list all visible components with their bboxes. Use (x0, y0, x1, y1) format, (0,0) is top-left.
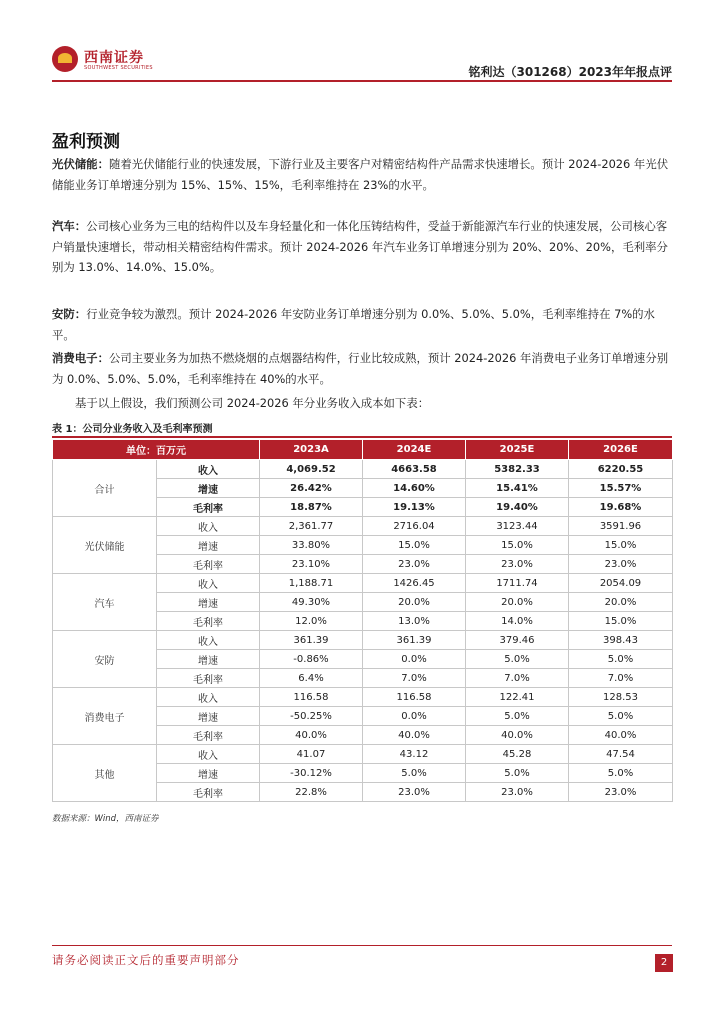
year-header: 2024E (363, 440, 466, 460)
value-cell: 6.4% (260, 669, 363, 688)
logo-chinese-name: 西南证券 (84, 50, 144, 66)
value-cell: 40.0% (466, 726, 569, 745)
paragraph-body: 公司主要业务为加热不燃烧烟的点烟器结构件，行业比较成熟，预计 2024-2026 年消费电子业务订单增速分别为 0.0%、5.0%、5.0%，毛利率维持在 40%的水平。 (52, 351, 669, 386)
segment-name-cell: 其他 (53, 745, 157, 802)
metric-label-cell: 收入 (157, 631, 260, 650)
value-cell: 15.0% (569, 536, 673, 555)
value-cell: 23.0% (569, 783, 673, 802)
metric-label-cell: 增速 (157, 479, 260, 498)
value-cell: 23.0% (466, 783, 569, 802)
value-cell: 19.68% (569, 498, 673, 517)
value-cell: 5.0% (466, 764, 569, 783)
report-title: 铭利达（301268）2023年年报点评 (468, 65, 672, 79)
metric-label-cell: 毛利率 (157, 783, 260, 802)
metric-label-cell: 收入 (157, 745, 260, 764)
value-cell: 2054.09 (569, 574, 673, 593)
value-cell: 20.0% (569, 593, 673, 612)
table-row (53, 631, 673, 650)
paragraph-lead: 消费电子： (52, 351, 109, 365)
value-cell: 116.58 (260, 688, 363, 707)
value-cell: 45.28 (466, 745, 569, 764)
table-header-row (53, 440, 673, 460)
value-cell: 5.0% (569, 707, 673, 726)
table-caption: 表 1：公司分业务收入及毛利率预测 (52, 424, 213, 435)
value-cell: 20.0% (466, 593, 569, 612)
paragraph-body: 随着光伏储能行业的快速发展，下游行业及主要客户对精密结构件产品需求快速增长。预计 2024-2026 年光伏储能业务订单增速分别为 15%、15%、15%，毛利率维持在 23%的水平。 (52, 157, 669, 192)
value-cell: -30.12% (260, 764, 363, 783)
value-cell: 40.0% (363, 726, 466, 745)
value-cell: 5.0% (466, 650, 569, 669)
company-logo (52, 46, 152, 76)
value-cell: 40.0% (569, 726, 673, 745)
value-cell: 40.0% (260, 726, 363, 745)
value-cell: 23.10% (260, 555, 363, 574)
value-cell: 5.0% (363, 764, 466, 783)
value-cell: 18.87% (260, 498, 363, 517)
table-row (53, 460, 673, 479)
value-cell: 7.0% (466, 669, 569, 688)
segment-name-cell: 合计 (53, 460, 157, 517)
metric-label-cell: 增速 (157, 707, 260, 726)
footer-divider (52, 945, 672, 946)
metric-label-cell: 收入 (157, 517, 260, 536)
value-cell: 361.39 (260, 631, 363, 650)
unit-header: 单位：百万元 (53, 440, 260, 460)
paragraph-body: 行业竞争较为激烈。预计 2024-2026 年安防业务订单增速分别为 0.0%、5.0%、5.0%，毛利率维持在 7%的水平。 (52, 307, 655, 342)
value-cell: 15.0% (363, 536, 466, 555)
paragraph-security (52, 304, 670, 345)
metric-label-cell: 增速 (157, 536, 260, 555)
value-cell: 7.0% (569, 669, 673, 688)
value-cell: 4,069.52 (260, 460, 363, 479)
value-cell: 14.0% (466, 612, 569, 631)
value-cell: 1711.74 (466, 574, 569, 593)
value-cell: 5.0% (569, 764, 673, 783)
value-cell: 14.60% (363, 479, 466, 498)
value-cell: 1426.45 (363, 574, 466, 593)
year-header: 2026E (569, 440, 673, 460)
value-cell: 0.0% (363, 650, 466, 669)
table-row (53, 688, 673, 707)
value-cell: 23.0% (466, 555, 569, 574)
value-cell: 13.0% (363, 612, 466, 631)
value-cell: 15.0% (466, 536, 569, 555)
value-cell: 361.39 (363, 631, 466, 650)
segment-name-cell: 光伏储能 (53, 517, 157, 574)
segment-name-cell: 汽车 (53, 574, 157, 631)
paragraph-lead: 安防： (52, 307, 87, 321)
value-cell: 0.0% (363, 707, 466, 726)
value-cell: 128.53 (569, 688, 673, 707)
table-row (53, 517, 673, 536)
value-cell: 5.0% (569, 650, 673, 669)
paragraph-consumer-electronics (52, 348, 670, 389)
value-cell: 122.41 (466, 688, 569, 707)
paragraph-body: 基于以上假设，我们预测公司 2024-2026 年分业务收入成本如下表： (75, 396, 430, 410)
value-cell: 5382.33 (466, 460, 569, 479)
value-cell: 43.12 (363, 745, 466, 764)
segment-name-cell: 安防 (53, 631, 157, 688)
header-divider (52, 80, 672, 82)
metric-label-cell: 毛利率 (157, 612, 260, 631)
value-cell: 23.0% (569, 555, 673, 574)
revenue-margin-forecast-table (52, 439, 673, 802)
metric-label-cell: 收入 (157, 574, 260, 593)
page-number: 2 (655, 954, 673, 972)
value-cell: 41.07 (260, 745, 363, 764)
value-cell: 33.80% (260, 536, 363, 555)
value-cell: 7.0% (363, 669, 466, 688)
paragraph-lead: 光伏储能： (52, 157, 109, 171)
metric-label-cell: 收入 (157, 688, 260, 707)
metric-label-cell: 毛利率 (157, 498, 260, 517)
metric-label-cell: 增速 (157, 593, 260, 612)
paragraph-lead: 汽车： (52, 219, 87, 233)
value-cell: 379.46 (466, 631, 569, 650)
value-cell: 6220.55 (569, 460, 673, 479)
value-cell: 20.0% (363, 593, 466, 612)
value-cell: 26.42% (260, 479, 363, 498)
value-cell: -0.86% (260, 650, 363, 669)
logo-sun-icon (52, 46, 78, 72)
year-header: 2023A (260, 440, 363, 460)
paragraph-solar-storage (52, 154, 670, 195)
value-cell: 49.30% (260, 593, 363, 612)
paragraph-auto (52, 216, 670, 278)
value-cell: 2,361.77 (260, 517, 363, 536)
table-row (53, 574, 673, 593)
value-cell: 3123.44 (466, 517, 569, 536)
table-top-rule (52, 436, 672, 438)
page-header (0, 0, 724, 86)
metric-label-cell: 毛利率 (157, 669, 260, 688)
value-cell: 12.0% (260, 612, 363, 631)
value-cell: 19.13% (363, 498, 466, 517)
value-cell: 47.54 (569, 745, 673, 764)
value-cell: 22.8% (260, 783, 363, 802)
paragraph-body: 公司核心业务为三电的结构件以及车身轻量化和一体化压铸结构件，受益于新能源汽车行业的快速发展，公司核心客户销量快速增长，带动相关精密结构件需求。预计 2024-2026 年汽车业务订单增速分别为 20%、20%、20%，毛利率分别为 13.0%、14.0%、15.0%。 (52, 219, 668, 274)
metric-label-cell: 增速 (157, 764, 260, 783)
value-cell: 398.43 (569, 631, 673, 650)
metric-label-cell: 收入 (157, 460, 260, 479)
value-cell: 5.0% (466, 707, 569, 726)
metric-label-cell: 毛利率 (157, 555, 260, 574)
logo-english-name: SOUTHWEST SECURITIES (84, 65, 153, 71)
value-cell: 116.58 (363, 688, 466, 707)
footer-disclaimer: 请务必阅读正文后的重要声明部分 (52, 953, 240, 967)
data-source-note: 数据来源：Wind，西南证券 (52, 814, 159, 824)
segment-name-cell: 消费电子 (53, 688, 157, 745)
metric-label-cell: 毛利率 (157, 726, 260, 745)
metric-label-cell: 增速 (157, 650, 260, 669)
value-cell: 15.57% (569, 479, 673, 498)
value-cell: 3591.96 (569, 517, 673, 536)
value-cell: 1,188.71 (260, 574, 363, 593)
paragraph-assumption-summary (52, 393, 670, 414)
value-cell: 15.41% (466, 479, 569, 498)
value-cell: 4663.58 (363, 460, 466, 479)
year-header: 2025E (466, 440, 569, 460)
value-cell: 15.0% (569, 612, 673, 631)
value-cell: 23.0% (363, 555, 466, 574)
value-cell: 2716.04 (363, 517, 466, 536)
value-cell: 19.40% (466, 498, 569, 517)
value-cell: -50.25% (260, 707, 363, 726)
table-row (53, 745, 673, 764)
section-title: 盈利预测 (52, 132, 120, 152)
value-cell: 23.0% (363, 783, 466, 802)
